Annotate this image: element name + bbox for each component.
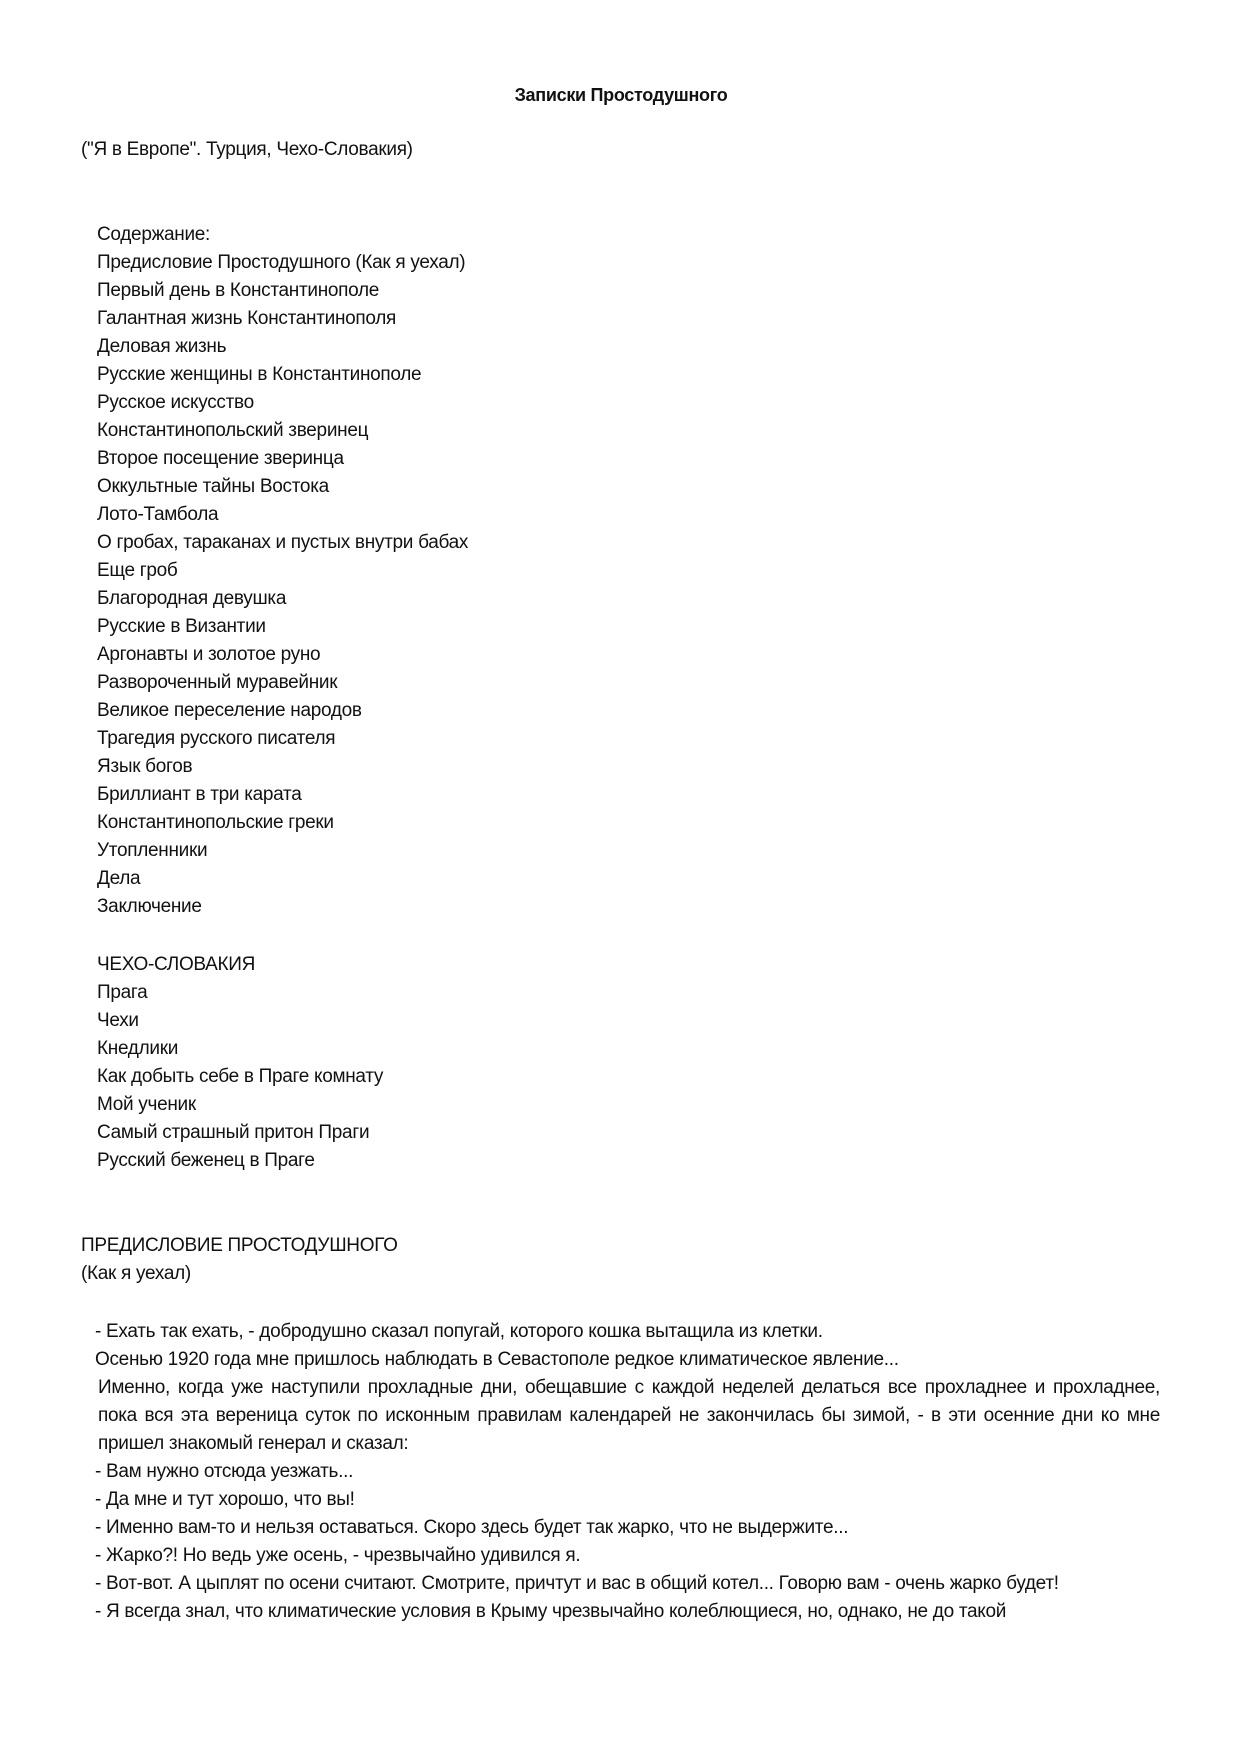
toc-section-czechoslovakia [97, 951, 383, 1175]
toc-item: Дела [97, 868, 141, 889]
toc-item: Предисловие Простодушного (Как я уехал) [97, 252, 466, 273]
toc-item: Язык богов [97, 756, 193, 777]
toc-item: Русские в Византии [97, 616, 266, 637]
paragraph: - Вот-вот. А цыплят по осени считают. Смотрите, причтут и вас в общий котел... Говорю вам - очень жарко будет! [95, 1573, 1059, 1594]
toc-item: О гробах, тараканах и пустых внутри бабах [97, 532, 469, 553]
toc-section-heading: ЧЕХО-СЛОВАКИЯ [97, 954, 256, 975]
document-subtitle: ("Я в Европе". Турция, Чехо-Словакия) [81, 139, 413, 160]
toc-item: Прага [97, 982, 148, 1003]
paragraph: Именно, когда уже наступили прохладные дни, обещавшие с каждой неделей делаться все прохладнее и прохладнее, пока вся эта вереница суток по исконным правилам календарей не закончилась бы зимой, - в эти осенние дни ко мне пришел знакомый генерал и сказал: [98, 1377, 1160, 1454]
toc-item: Мой ученик [97, 1094, 196, 1115]
chapter-subheading: (Как я уехал) [81, 1263, 191, 1284]
toc-item: Как добыть себе в Праге комнату [97, 1066, 384, 1087]
toc-item: Утопленники [97, 840, 208, 861]
table-of-contents [97, 221, 468, 921]
paragraph: - Ехать так ехать, - добродушно сказал попугай, которого кошка вытащила из клетки. [95, 1321, 823, 1342]
paragraph: - Да мне и тут хорошо, что вы! [95, 1489, 355, 1510]
toc-item: Бриллиант в три карата [97, 784, 302, 805]
toc-item: Еще гроб [97, 560, 178, 581]
toc-item: Оккультные тайны Востока [97, 476, 329, 497]
toc-item: Константинопольские греки [97, 812, 334, 833]
toc-item: Заключение [97, 896, 202, 917]
chapter-body [81, 1318, 1160, 1626]
toc-item: Второе посещение зверинца [97, 448, 344, 469]
toc-item: Русские женщины в Константинополе [97, 364, 422, 385]
paragraph: - Именно вам-то и нельзя оставаться. Скоро здесь будет так жарко, что не выдержите... [95, 1517, 849, 1538]
toc-item: Развороченный муравейник [97, 672, 338, 693]
toc-item: Трагедия русского писателя [97, 728, 336, 749]
toc-item: Кнедлики [97, 1038, 179, 1059]
toc-item: Константинопольский зверинец [97, 420, 369, 441]
chapter-header [81, 1232, 398, 1288]
toc-item: Великое переселение народов [97, 700, 362, 721]
paragraph: Осенью 1920 года мне пришлось наблюдать в Севастополе редкое климатическое явление... [95, 1349, 899, 1370]
toc-item: Благородная девушка [97, 588, 287, 609]
toc-item: Русский беженец в Праге [97, 1150, 315, 1171]
toc-item: Галантная жизнь Константинополя [97, 308, 397, 329]
toc-heading: Содержание: [97, 224, 211, 245]
paragraph: - Жарко?! Но ведь уже осень, - чрезвычайно удивился я. [95, 1545, 581, 1566]
paragraph: - Вам нужно отсюда уезжать... [95, 1461, 354, 1482]
document-title: Записки Простодушного [514, 85, 728, 105]
toc-item: Лото-Тамбола [97, 504, 219, 525]
toc-item: Аргонавты и золотое руно [97, 644, 321, 665]
chapter-heading: ПРЕДИСЛОВИЕ ПРОСТОДУШНОГО [81, 1235, 398, 1256]
paragraph: - Я всегда знал, что климатические условия в Крыму чрезвычайно колеблющиеся, но, однако, не до такой [95, 1601, 1007, 1622]
toc-item: Русское искусство [97, 392, 254, 413]
toc-item: Самый страшный притон Праги [97, 1122, 370, 1143]
toc-item: Деловая жизнь [97, 336, 227, 357]
toc-item: Чехи [97, 1010, 139, 1031]
toc-item: Первый день в Константинополе [97, 280, 380, 301]
